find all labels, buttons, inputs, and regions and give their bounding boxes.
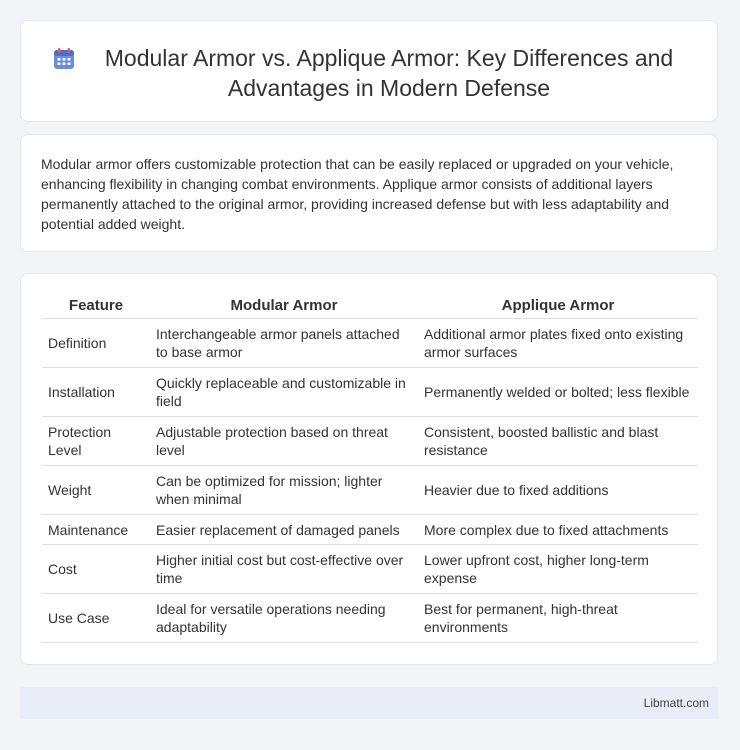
table-row (42, 368, 698, 417)
calendar-icon (52, 47, 76, 71)
row-applique: Best for permanent, high-threat environments (418, 594, 698, 643)
table-row (42, 319, 698, 368)
row-modular: Quickly replaceable and customizable in field (150, 368, 418, 417)
header-applique: Applique Armor (418, 292, 698, 319)
row-modular: Easier replacement of damaged panels (150, 515, 418, 545)
table-row (42, 417, 698, 466)
comparison-card (20, 273, 718, 665)
table-row (42, 466, 698, 515)
header-modular: Modular Armor (150, 292, 418, 319)
row-applique: Lower upfront cost, higher long-term expense (418, 545, 698, 594)
row-applique: Permanently welded or bolted; less flexible (418, 368, 698, 417)
table-row (42, 545, 698, 594)
title-card (20, 20, 718, 122)
table-row (42, 515, 698, 545)
intro-text: Modular armor offers customizable protection that can be easily replaced or upgraded on your vehicle, enhancing flexibility in changing combat environments. Applique armor consists of additional layers permanently attached to the original armor, providing increased defense but with less adaptability and potential added weight. (41, 156, 674, 232)
row-feature: Use Case (42, 594, 150, 643)
row-modular: Ideal for versatile operations needing adaptability (150, 594, 418, 643)
row-applique: Consistent, boosted ballistic and blast resistance (418, 417, 698, 466)
page-title: Modular Armor vs. Applique Armor: Key Differences and Advantages in Modern Defense (104, 45, 674, 101)
footer-bar (20, 687, 718, 719)
row-applique: Additional armor plates fixed onto existing armor surfaces (418, 319, 698, 368)
row-modular: Interchangeable armor panels attached to base armor (150, 319, 418, 368)
intro-card (20, 134, 718, 252)
row-feature: Installation (42, 368, 150, 417)
row-feature: Weight (42, 466, 150, 515)
row-modular: Higher initial cost but cost-effective over time (150, 545, 418, 594)
row-feature: Maintenance (42, 515, 150, 545)
table-row (42, 594, 698, 643)
comparison-table (42, 292, 698, 643)
row-applique: More complex due to fixed attachments (418, 515, 698, 545)
row-modular: Can be optimized for mission; lighter when minimal (150, 466, 418, 515)
row-feature: Protection Level (42, 417, 150, 466)
table-header-row (42, 292, 698, 319)
row-modular: Adjustable protection based on threat level (150, 417, 418, 466)
row-applique: Heavier due to fixed additions (418, 466, 698, 515)
header-feature: Feature (42, 292, 150, 319)
row-feature: Definition (42, 319, 150, 368)
row-feature: Cost (42, 545, 150, 594)
footer-brand-link[interactable]: Libmatt.com (643, 696, 709, 710)
